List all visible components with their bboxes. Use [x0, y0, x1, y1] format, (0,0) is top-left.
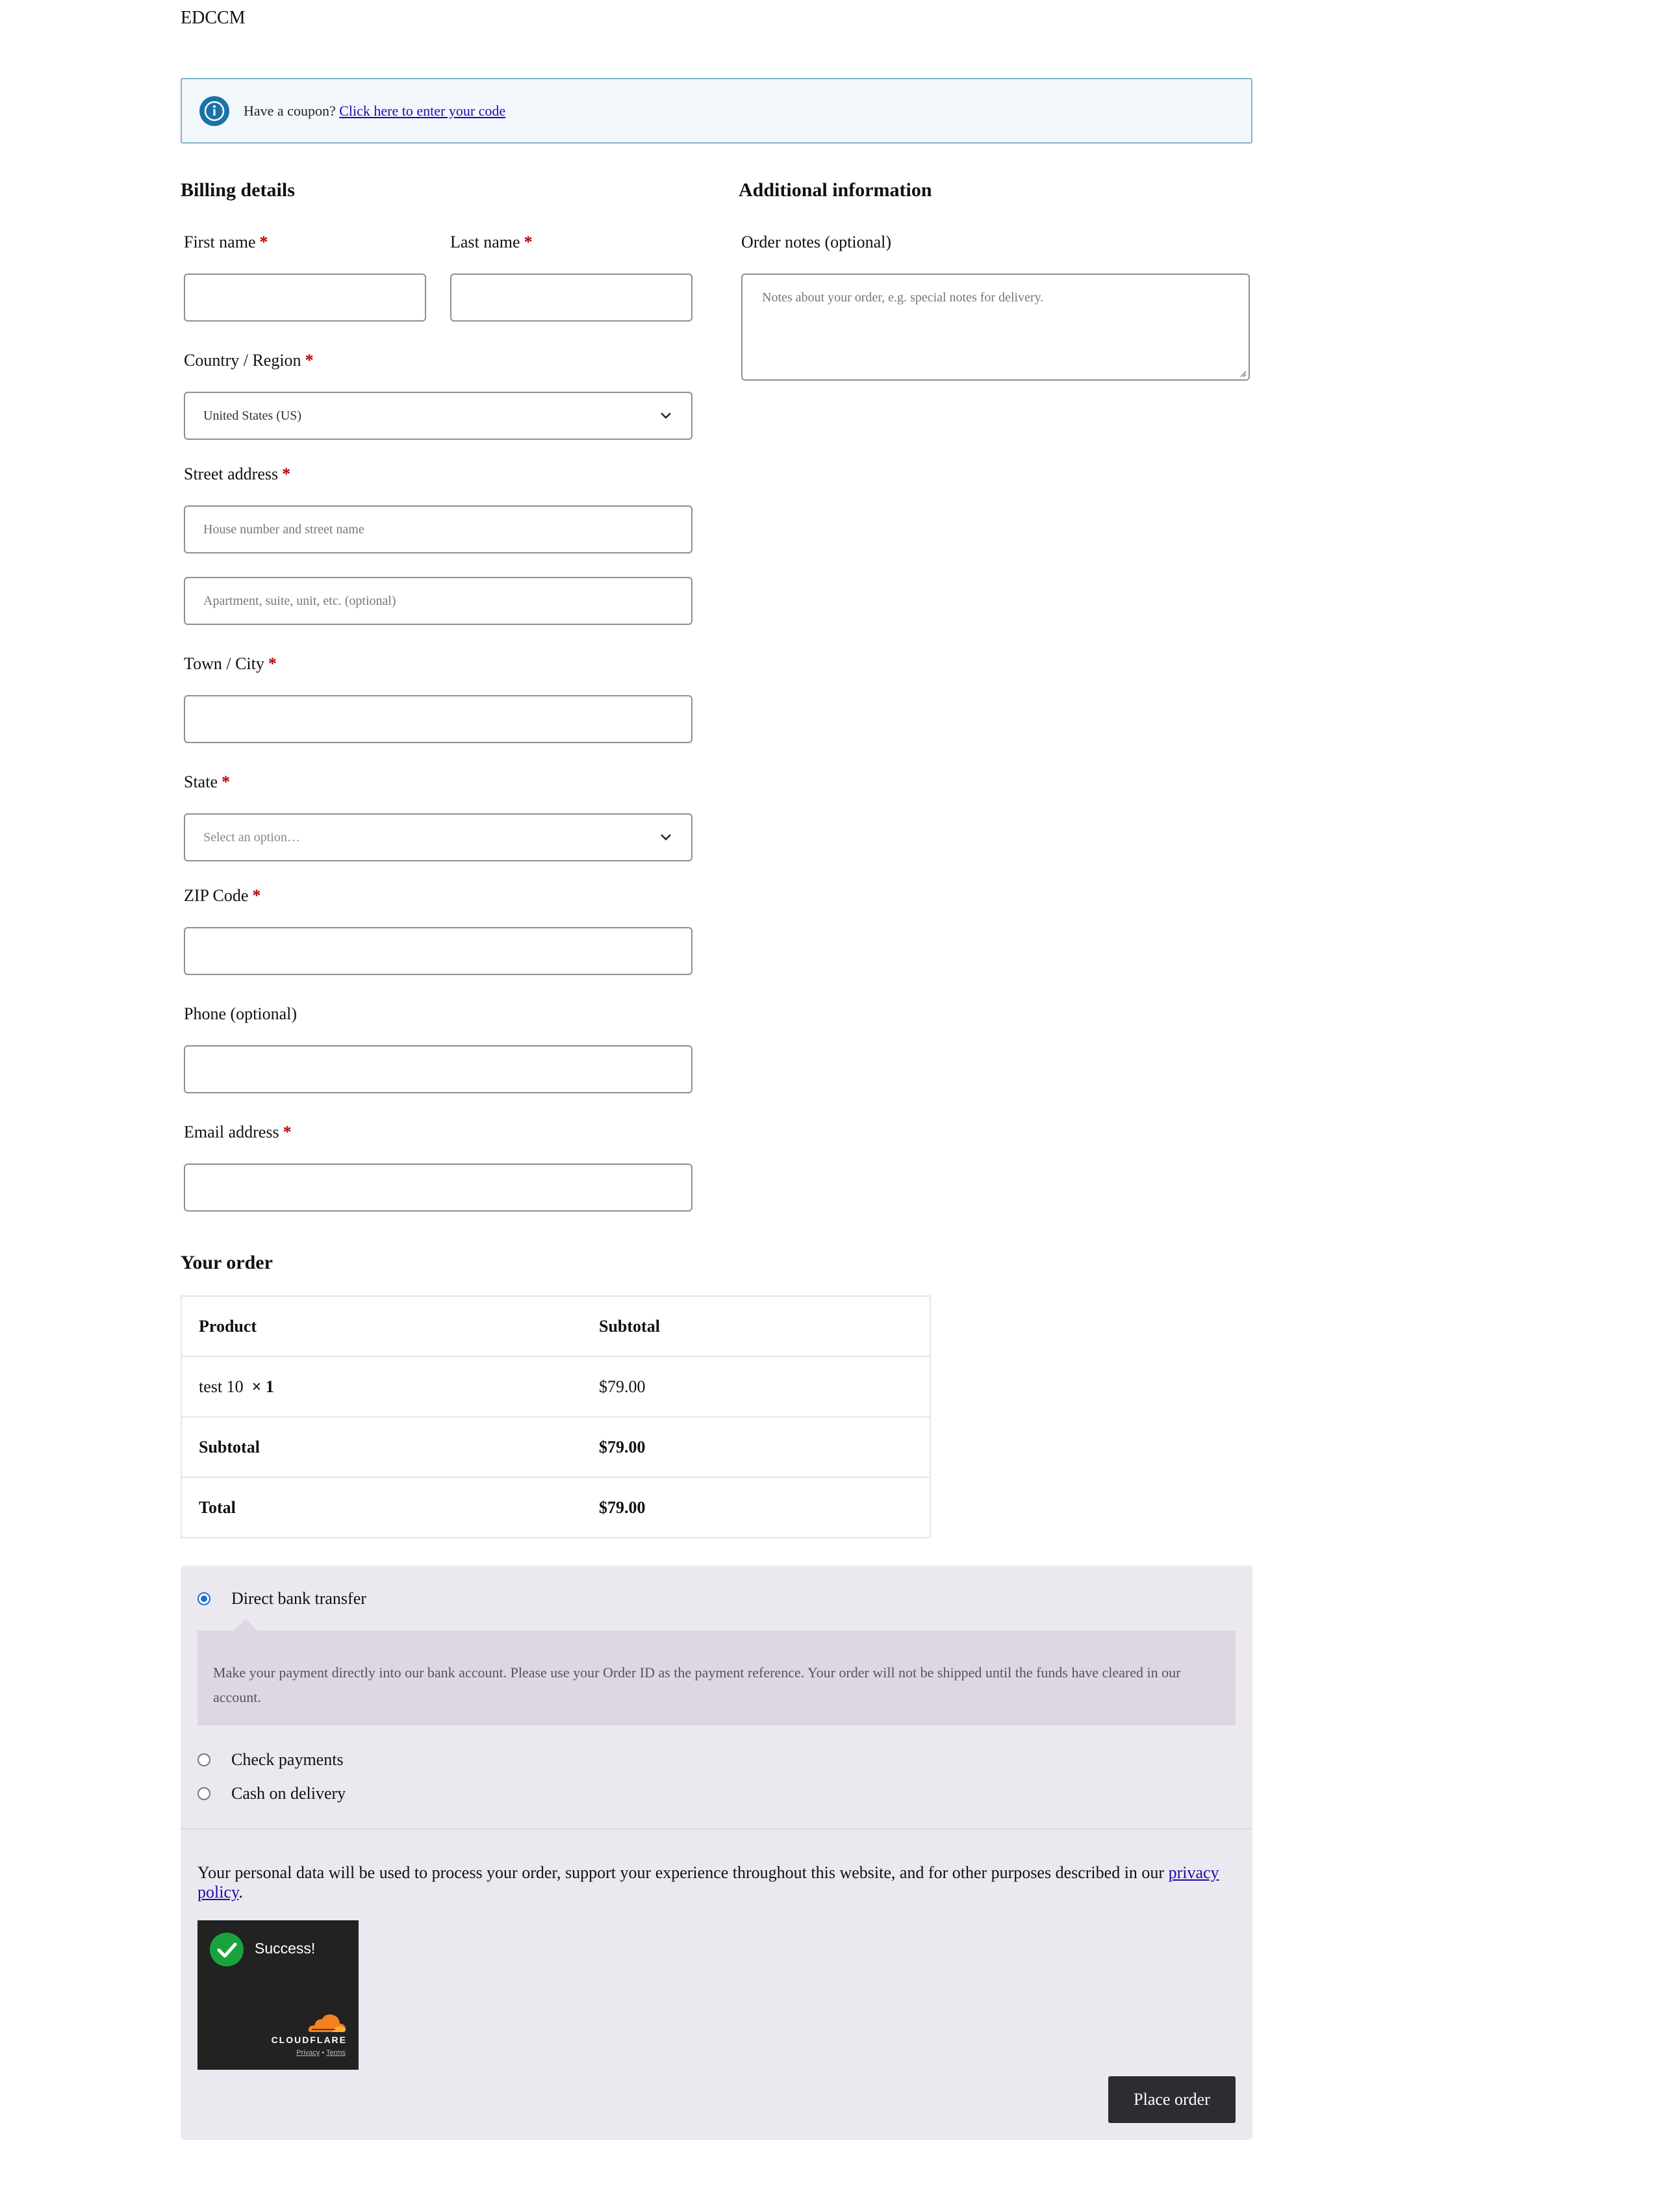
billing-heading: Billing details [181, 179, 295, 201]
state-select[interactable] [184, 813, 692, 861]
phone-label: Phone (optional) [184, 1004, 298, 1023]
table-row [181, 1296, 930, 1356]
order-notes-input[interactable] [741, 273, 1250, 381]
chevron-down-icon [659, 833, 673, 842]
order-notes-label: Order notes (optional) [741, 233, 892, 251]
first-name-label: First name * [184, 233, 268, 251]
order-item [181, 1356, 582, 1417]
info-icon [199, 96, 229, 126]
state-label: State * [184, 772, 230, 791]
chevron-down-icon [659, 411, 673, 420]
check-circle-icon [210, 1933, 244, 1966]
site-title[interactable]: EDCCM [181, 8, 246, 28]
privacy-end: . [238, 1883, 243, 1901]
country-select[interactable] [184, 392, 692, 440]
table-row [181, 1477, 930, 1538]
radio-icon[interactable] [197, 1753, 210, 1766]
item-name: test 10 [199, 1377, 244, 1396]
payment-method-check[interactable] [197, 1750, 344, 1770]
zip-label: ZIP Code * [184, 886, 261, 905]
payment-method-label: Direct bank transfer [231, 1589, 366, 1608]
last-name-label: Last name * [450, 233, 533, 251]
street2-input[interactable]: Apartment, suite, unit, etc. (optional) [184, 577, 692, 625]
coupon-message [244, 103, 505, 120]
payment-method-label: Check payments [231, 1750, 344, 1769]
bank-transfer-description: Make your payment directly into our bank account. Please use your Order ID as the payment reference. Your order will not be shipped until the funds have cleared in our account. [197, 1631, 1236, 1725]
cloudflare-logo-icon [307, 2011, 347, 2033]
captcha-terms-link[interactable]: Terms [326, 2049, 346, 2057]
your-order-heading: Your order [181, 1252, 273, 1273]
item-qty: × 1 [251, 1377, 274, 1396]
captcha-links [296, 2049, 346, 2057]
total-value: $79.00 [582, 1477, 930, 1538]
place-order-button[interactable]: Place order [1108, 2076, 1236, 2123]
captcha-privacy-link[interactable]: Privacy [296, 2049, 320, 2057]
product-header: Product [199, 1316, 257, 1336]
subtotal-value: $79.00 [582, 1417, 930, 1477]
zip-input[interactable] [184, 927, 692, 975]
payment-section [181, 1566, 1252, 2140]
cloudflare-brand: CLOUDFLARE [271, 2035, 347, 2045]
last-name-input[interactable] [450, 273, 692, 322]
email-label: Email address * [184, 1123, 292, 1141]
captcha-separator: • [322, 2049, 325, 2057]
country-label: Country / Region * [184, 351, 314, 370]
captcha-status: Success! [255, 1940, 316, 1957]
table-row [181, 1417, 930, 1477]
country-value: United States (US) [203, 408, 302, 423]
payment-method-bank[interactable] [197, 1589, 366, 1608]
cloudflare-captcha[interactable] [197, 1920, 359, 2070]
street-label: Street address * [184, 464, 291, 483]
order-notes-placeholder: Notes about your order, e.g. special notes for delivery. [762, 290, 1044, 305]
order-table [181, 1295, 931, 1538]
state-placeholder: Select an option… [203, 830, 300, 845]
privacy-notice [197, 1863, 1237, 1902]
table-row [181, 1356, 930, 1417]
subtotal-label: Subtotal [181, 1417, 582, 1477]
coupon-notice [181, 78, 1252, 144]
item-price: $79.00 [582, 1356, 930, 1417]
coupon-link[interactable]: Click here to enter your code [339, 102, 506, 119]
radio-selected-icon[interactable] [197, 1592, 210, 1605]
total-label: Total [181, 1477, 582, 1538]
city-input[interactable] [184, 695, 692, 743]
resize-grip-icon[interactable] [1239, 370, 1247, 377]
payment-method-label: Cash on delivery [231, 1784, 346, 1803]
subtotal-header: Subtotal [599, 1316, 660, 1336]
divider [181, 1828, 1252, 1829]
city-label: Town / City * [184, 654, 277, 673]
privacy-text: Your personal data will be used to process your order, support your experience throughout this website, and for other purposes described in our [197, 1863, 1165, 1882]
coupon-text: Have a coupon? [244, 102, 336, 119]
first-name-input[interactable] [184, 273, 426, 322]
privacy-policy-link[interactable]: privacy policy [197, 1863, 1219, 1901]
payment-method-cod[interactable] [197, 1784, 346, 1803]
street-input[interactable]: House number and street name [184, 505, 692, 553]
email-input[interactable] [184, 1163, 692, 1212]
phone-input[interactable] [184, 1045, 692, 1093]
additional-heading: Additional information [739, 179, 932, 201]
radio-icon[interactable] [197, 1787, 210, 1800]
